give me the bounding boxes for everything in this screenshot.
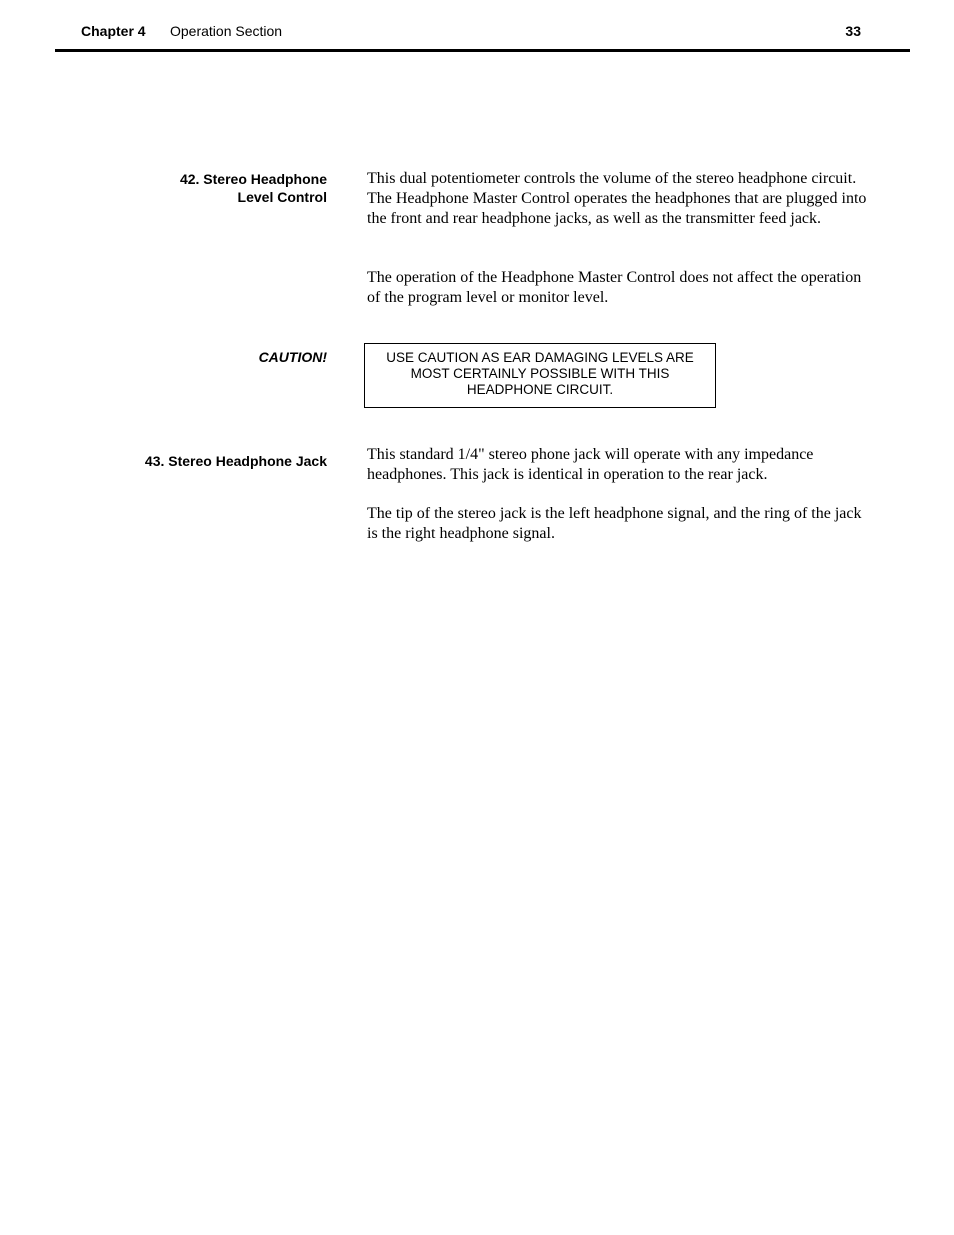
heading-line: Level Control xyxy=(237,189,327,205)
paragraph: This standard 1/4" stereo phone jack will operate with any impedance headphones. This jack is identical in operation to the rear jack. xyxy=(367,446,814,483)
heading-line: 42. Stereo Headphone xyxy=(179,171,327,187)
heading-stereo-headphone-level-control xyxy=(180,170,327,206)
caution-line: MOST CERTAINLY POSSIBLE WITH THIS xyxy=(410,366,670,381)
section-title: Operation Section xyxy=(170,23,283,39)
paragraph: The tip of the stereo jack is the left headphone signal, and the ring of the jack is the right headphone signal. xyxy=(367,505,862,542)
page-number: 33 xyxy=(845,23,861,39)
caution-line: USE CAUTION AS EAR DAMAGING LEVELS ARE xyxy=(386,350,694,365)
heading-stereo-headphone-jack: 43. Stereo Headphone Jack xyxy=(144,453,327,469)
caution-box xyxy=(364,343,716,408)
caution-label: CAUTION! xyxy=(258,349,327,365)
paragraph: The operation of the Headphone Master Control does not affect the operation of the program level or monitor level. xyxy=(367,269,862,306)
paragraph: This dual potentiometer controls the volume of the stereo headphone circuit. The Headphone Master Control operates the headphones that are plugged into the front and rear headphone jacks, as well as the transmitter feed jack. xyxy=(367,170,867,227)
chapter-label: Chapter 4 xyxy=(81,23,146,39)
caution-line: HEADPHONE CIRCUIT. xyxy=(466,382,614,397)
page-header xyxy=(55,0,910,52)
